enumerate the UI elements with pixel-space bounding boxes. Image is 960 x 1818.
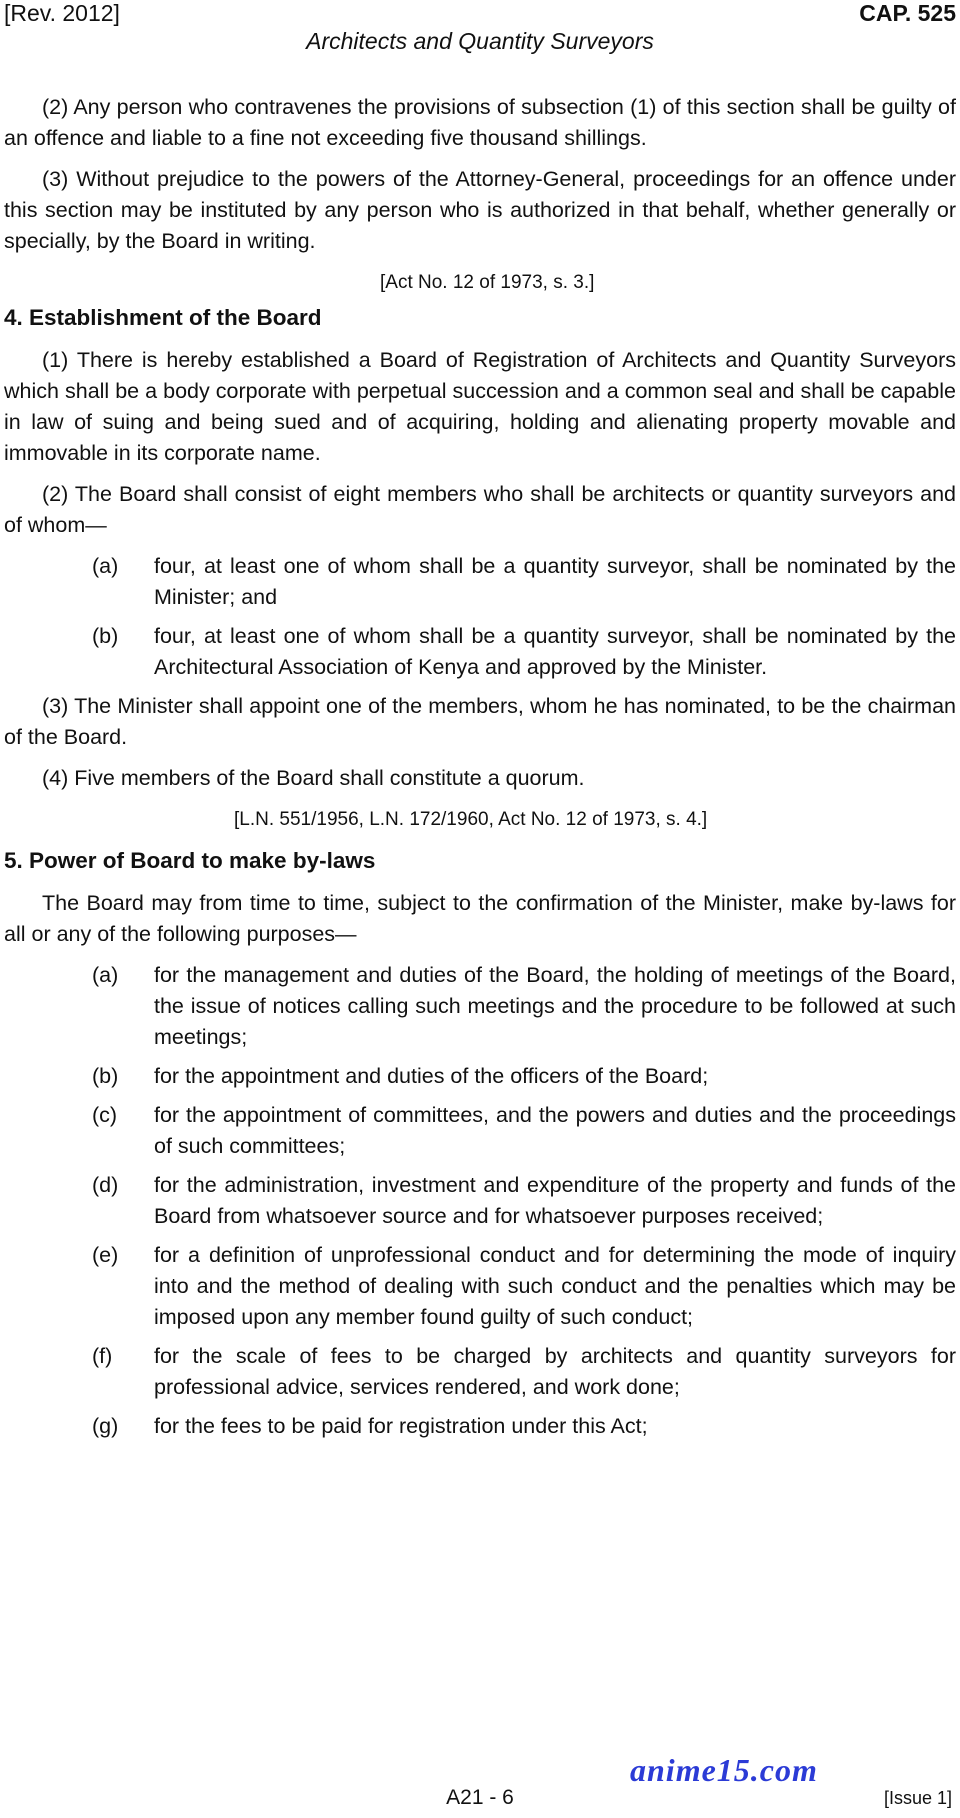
section5-heading: 5. Power of Board to make by-laws bbox=[4, 848, 376, 873]
list-item-text: for the management and duties of the Board, the holding of meetings of the Board, the issue of notices calling such meetings and the procedure to be followed at such meetings; bbox=[154, 963, 956, 1049]
list-item bbox=[4, 1170, 956, 1232]
list-item-label: (d) bbox=[92, 1173, 119, 1197]
list-item-text: for the fees to be paid for registration under this Act; bbox=[154, 1414, 648, 1438]
act-title: Architects and Quantity Surveyors bbox=[306, 28, 654, 54]
list-item-text: for a definition of unprofessional conduct and for determining the mode of inquiry into and the method of dealing with such conduct and the penalties which may be imposed upon any member found guilty of such conduct; bbox=[154, 1243, 956, 1329]
list-item-label: (b) bbox=[92, 624, 119, 648]
section3-subsection3: (3) Without prejudice to the powers of the Attorney-General, proceedings for an offence under this section may be instituted by any person who is authorized in that behalf, whether generally or specially, by the Board in writing. bbox=[4, 167, 956, 253]
watermark: anime15.com bbox=[630, 1752, 818, 1788]
list-item bbox=[4, 621, 956, 683]
section5-intro: The Board may from time to time, subject to the confirmation of the Minister, make by-laws for all or any of the following purposes— bbox=[4, 891, 956, 946]
list-item-text: four, at least one of whom shall be a quantity surveyor, shall be nominated by the Minister; and bbox=[154, 554, 956, 609]
revision-label: [Rev. 2012] bbox=[4, 0, 120, 26]
section4-citation: [L.N. 551/1956, L.N. 172/1960, Act No. 12 of 1973, s. 4.] bbox=[234, 809, 708, 830]
section4-subsection3: (3) The Minister shall appoint one of the members, whom he has nominated, to be the chairman of the Board. bbox=[4, 694, 956, 749]
list-item-text: for the appointment of committees, and the powers and duties and the proceedings of such committees; bbox=[154, 1103, 956, 1158]
list-item-label: (a) bbox=[92, 554, 119, 578]
list-item-text: for the administration, investment and expenditure of the property and funds of the Board from whatsoever source and for whatsoever purposes received; bbox=[154, 1173, 956, 1228]
list-item bbox=[4, 1061, 956, 1092]
section3-citation: [Act No. 12 of 1973, s. 3.] bbox=[380, 272, 595, 293]
chapter-label: CAP. 525 bbox=[859, 0, 956, 26]
list-item-text: for the scale of fees to be charged by architects and quantity surveyors for professional advice, services rendered, and work done; bbox=[154, 1344, 956, 1399]
list-item-label: (f) bbox=[92, 1344, 113, 1368]
section4-subsection1: (1) There is hereby established a Board of Registration of Architects and Quantity Surveyors which shall be a body corporate with perpetual succession and a common seal and shall be capable in law of suing and being sued and of acquiring, holding and alienating property movable and immovable in its corporate name. bbox=[4, 348, 956, 465]
section4-subsection4: (4) Five members of the Board shall constitute a quorum. bbox=[42, 766, 585, 790]
section3-subsection2: (2) Any person who contravenes the provisions of subsection (1) of this section shall be guilty of an offence and liable to a fine not exceeding five thousand shillings. bbox=[4, 95, 956, 150]
section4-heading: 4. Establishment of the Board bbox=[4, 305, 322, 330]
list-item bbox=[4, 1341, 956, 1403]
document-body bbox=[4, 92, 956, 1450]
list-item-text: four, at least one of whom shall be a quantity surveyor, shall be nominated by the Architectural Association of Kenya and approved by the Minister. bbox=[154, 624, 956, 679]
list-item bbox=[4, 1411, 956, 1442]
list-item-label: (c) bbox=[92, 1103, 118, 1127]
list-item bbox=[4, 960, 956, 1053]
list-item-text: for the appointment and duties of the officers of the Board; bbox=[154, 1064, 709, 1088]
list-item bbox=[4, 551, 956, 613]
section4-subsection2: (2) The Board shall consist of eight members who shall be architects or quantity surveyors and of whom— bbox=[4, 482, 956, 537]
issue-label: [Issue 1] bbox=[883, 1788, 952, 1808]
list-item-label: (g) bbox=[92, 1414, 119, 1438]
page-number: A21 - 6 bbox=[446, 1786, 514, 1809]
list-item bbox=[4, 1240, 956, 1333]
list-item-label: (e) bbox=[92, 1243, 119, 1267]
list-item-label: (a) bbox=[92, 963, 119, 987]
list-item-label: (b) bbox=[92, 1064, 119, 1088]
list-item bbox=[4, 1100, 956, 1162]
